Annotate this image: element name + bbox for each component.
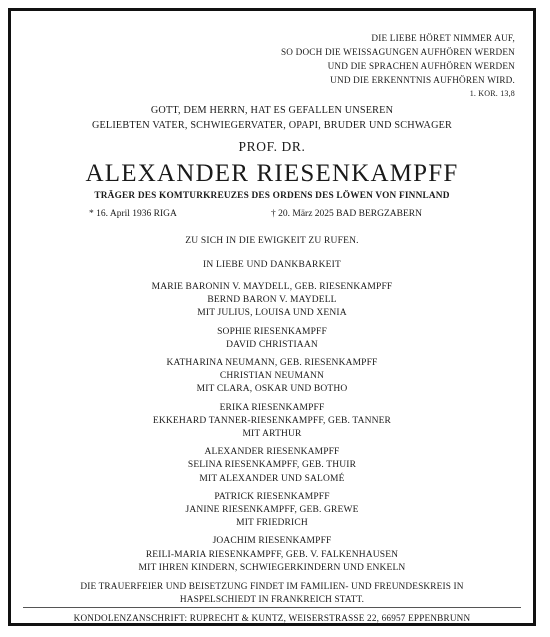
bible-verse — [281, 31, 515, 101]
mourner-line: JANINE RIESENKAMPFF, GEB. GREWE — [185, 505, 359, 516]
mourner-line: BERND BARON V. MAYDELL — [207, 295, 337, 306]
love-line: IN LIEBE UND DANKBARKEIT — [202, 260, 342, 270]
mourner-line: PATRICK RIESENKAMPFF — [214, 491, 330, 502]
birth-date: * 16. April 1936 RIGA — [89, 209, 177, 219]
mourner-line: EKKEHARD TANNER-RIESENKAMPFF, GEB. TANNER — [152, 415, 392, 426]
mourner-line: MIT ARTHUR — [242, 429, 302, 440]
verse-line: DIE LIEBE HÖRET NIMMER AUF, — [371, 33, 515, 43]
intro-line: GELIEBTEN VATER, SCHWIEGERVATER, OPAPI, BRUDER UND SCHWAGER — [91, 119, 453, 131]
mourner-line: MIT FRIEDRICH — [236, 518, 308, 529]
family-group — [11, 357, 533, 397]
family-group — [11, 535, 533, 575]
mourner-line: ALEXANDER RIESENKAMPFF — [204, 447, 340, 458]
mourner-line: CHRISTIAN NEUMANN — [219, 371, 325, 382]
verse-line: UND DIE ERKENNTNIS AUFHÖREN WIRD. — [330, 75, 515, 85]
calling-line: ZU SICH IN DIE EWIGKEIT ZU RUFEN. — [185, 236, 359, 246]
divider — [23, 607, 521, 608]
death-date: † 20. März 2025 BAD BERGZABERN — [271, 209, 422, 219]
funeral-line: HASPELSCHIEDT IN FRANKREICH STATT. — [179, 595, 365, 605]
family-group — [11, 281, 533, 321]
verse-reference: 1. KOR. 13,8 — [469, 89, 515, 98]
family-group — [11, 446, 533, 486]
mourners-list — [11, 281, 533, 580]
mourner-line: SELINA RIESENKAMPFF, GEB. THUIR — [187, 460, 357, 471]
mourner-line: JOACHIM RIESENKAMPFF — [212, 536, 332, 547]
mourner-line: MIT ALEXANDER UND SALOMÉ — [199, 473, 345, 484]
family-group — [11, 491, 533, 531]
family-group — [11, 402, 533, 442]
academic-title: PROF. DR. — [238, 139, 306, 154]
funeral-notice — [31, 581, 513, 607]
intro-text — [11, 104, 533, 133]
family-group — [11, 326, 533, 352]
condolence-address: KONDOLENZANSCHRIFT: RUPRECHT & KUNTZ, WEISERSTRASSE 22, 66957 EPPENBRUNN — [73, 613, 471, 623]
intro-line: GOTT, DEM HERRN, HAT ES GEFALLEN UNSEREN — [150, 105, 394, 116]
mourner-line: REILI-MARIA RIESENKAMPFF, GEB. V. FALKENHAUSEN — [145, 549, 399, 560]
mourner-line: DAVID CHRISTIAAN — [226, 339, 318, 350]
mourner-line: MIT IHREN KINDERN, SCHWIEGERKINDERN UND ENKELN — [138, 562, 406, 573]
obituary-frame — [8, 8, 536, 626]
verse-line: UND DIE SPRACHEN AUFHÖREN WERDEN — [327, 61, 515, 71]
mourner-line: ERIKA RIESENKAMPFF — [219, 402, 325, 413]
honor-line: TRÄGER DES KOMTURKREUZES DES ORDENS DES LÖWEN VON FINNLAND — [94, 191, 450, 201]
mourner-line: KATHARINA NEUMANN, GEB. RIESENKAMPFF — [166, 358, 378, 369]
mourner-line: MIT JULIUS, LOUISA UND XENIA — [197, 308, 347, 319]
mourner-line: SOPHIE RIESENKAMPFF — [217, 326, 327, 337]
deceased-name: ALEXANDER RIESENKAMPFF — [85, 160, 459, 187]
mourner-line: MARIE BARONIN V. MAYDELL, GEB. RIESENKAMPFF — [151, 282, 393, 292]
mourner-line: MIT CLARA, OSKAR UND BOTHO — [196, 384, 348, 395]
funeral-line: DIE TRAUERFEIER UND BEISETZUNG FINDET IM FAMILIEN- UND FREUNDESKREIS IN — [80, 582, 464, 592]
verse-line: SO DOCH DIE WEISSAGUNGEN AUFHÖREN WERDEN — [280, 47, 515, 57]
